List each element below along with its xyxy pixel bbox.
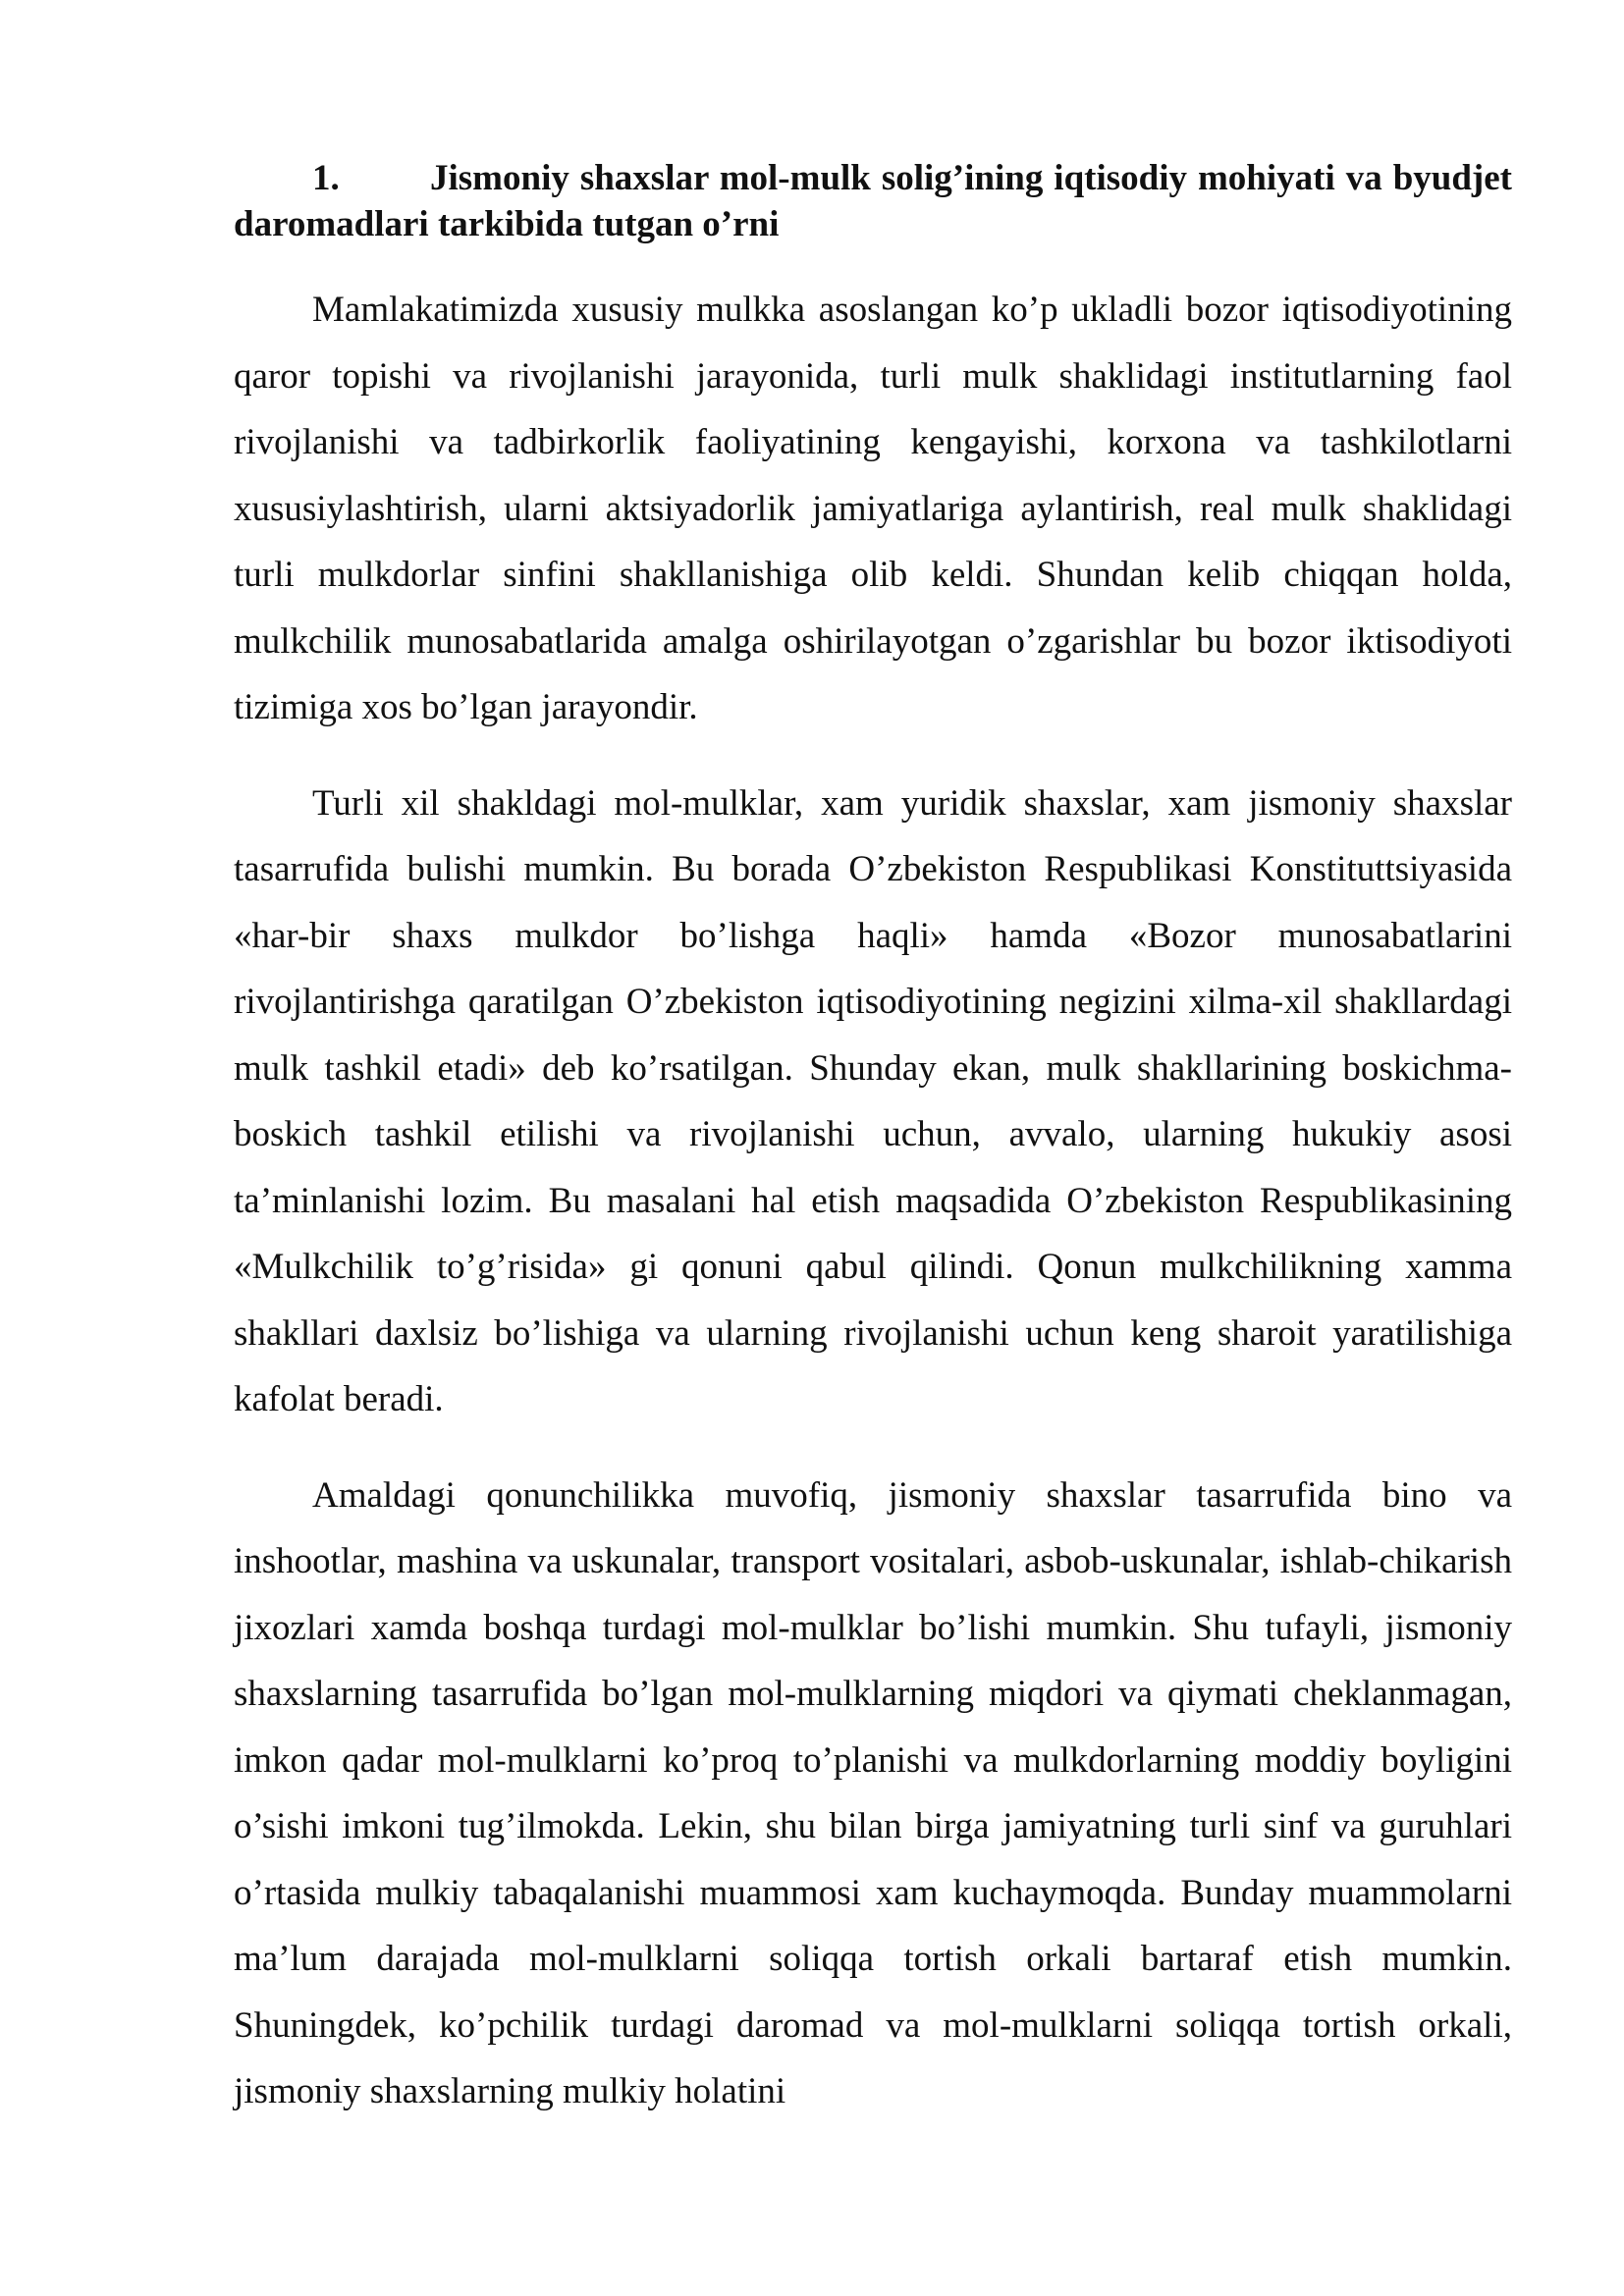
- paragraph-2: Turli xil shakldagi mol-mulklar, xam yuridik shaxslar, xam jismoniy shaxslar tasarrufida bulishi mumkin. Bu borada O’zbekiston Respublikasi Konstituttsiyasida «har-bir shaxs mulkdor bo’lishga haqli» hamda «Bozor munosabatlarini rivojlantirishga qaratilgan O’zbekiston iqtisodiyotining negizini xilma-xil shakllardagi mulk tashkil etadi» deb ko’rsatilgan. Shunday ekan, mulk shakllarining boskichma-boskich tashkil etilishi va rivojlanishi uchun, avvalo, ularning hukukiy asosi ta’minlanishi lozim. Bu masalani hal etish maqsadida O’zbekiston Respublikasining «Mulkchilik to’g’risida» gi qonuni qabul qilindi. Qonun mulkchilikning xamma shakllari daxlsiz bo’lishiga va ularning rivojlanishi uchun keng sharoit yaratilishiga kafolat beradi.: [234, 782, 1512, 1419]
- section-title: Jismoniy shaxslar mol-mulk solig’ining iqtisodiy mohiyati va byudjet daromadlari tarkibida tutgan o’rni: [234, 158, 1512, 244]
- section-number: 1.: [312, 158, 340, 198]
- section-heading: [234, 155, 1512, 247]
- document-body: [234, 155, 1512, 2155]
- paragraph-3: Amaldagi qonunchilikka muvofiq, jismoniy shaxslar tasarrufida bino va inshootlar, mashina va uskunalar, transport vositalari, asbob-uskunalar, ishlab-chikarish jixozlari xamda boshqa turdagi mol-mulklar bo’lishi mumkin. Shu tufayli, jismoniy shaxslarning tasarrufida bo’lgan mol-mulklarning miqdori va qiymati cheklanmagan, imkon qadar mol-mulklarni ko’proq to’planishi va mulkdorlarning moddiy boyligini o’sishi imkoni tug’ilmokda. Lekin, shu bilan birga jamiyatning turli sinf va guruhlari o’rtasida mulkiy tabaqalanishi muammosi xam kuchaymoqda. Bunday muammolarni ma’lum darajada mol-mulklarni soliqqa tortish orkali bartaraf etish mumkin. Shuningdek, ko’pchilik turdagi daromad va mol-mulklarni soliqqa tortish orkali, jismoniy shaxslarning mulkiy holatini: [234, 1474, 1512, 2111]
- paragraph-1: Mamlakatimizda xususiy mulkka asoslangan ko’p ukladli bozor iqtisodiyotining qaror topishi va rivojlanishi jarayonida, turli mulk shaklidagi institutlarning faol rivojlanishi va tadbirkorlik faoliyatining kengayishi, korxona va tashkilotlarni xususiylashtirish, ularni aktsiyadorlik jamiyatlariga aylantirish, real mulk shaklidagi turli mulkdorlar sinfini shakllanishiga olib keldi. Shundan kelib chiqqan holda, mulkchilik munosabatlarida amalga oshirilayotgan o’zgarishlar bu bozor iktisodiyoti tizimiga xos bo’lgan jarayondir.: [234, 290, 1512, 727]
